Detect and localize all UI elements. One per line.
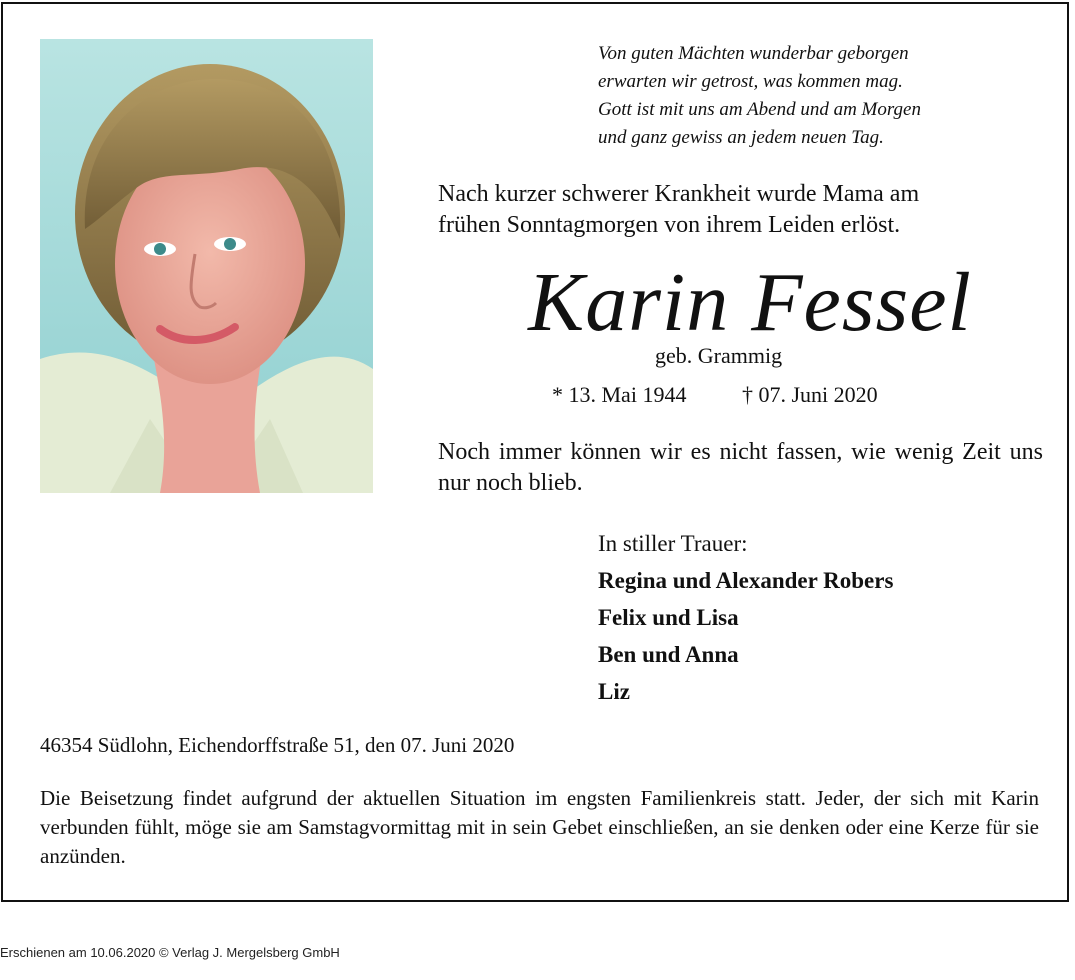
mourner-name: Ben und Anna (598, 642, 739, 667)
mourner-name: Regina und Alexander Robers (598, 568, 894, 593)
portrait-photo (40, 39, 373, 493)
intro-line: Nach kurzer schwerer Krankheit wurde Mama am (438, 181, 920, 207)
mourner-name: Felix und Lisa (598, 605, 739, 630)
deceased-name: Karin Fessel (528, 256, 972, 349)
poem-line: erwarten wir getrost, was kommen mag. (598, 71, 903, 92)
memorial-quote: Noch immer können wir es nicht fassen, wie wenig Zeit uns nur noch blieb. (438, 439, 1043, 496)
death-date: † 07. Juni 2020 (741, 382, 878, 407)
publication-footer: Erschienen am 10.06.2020 © Verlag J. Mergelsberg GmbH (0, 945, 340, 960)
funeral-notice: Die Beisetzung findet aufgrund der aktuellen Situation im engsten Familienkreis statt. Jeder, der sich mit Karin verbunden fühlt, möge sie am Samstagvormittag mit in sein Gebet einschließen, an sie denken oder eine Kerze für sie anzünden. (40, 786, 1039, 868)
address-line: 46354 Südlohn, Eichendorffstraße 51, den 07. Juni 2020 (40, 733, 515, 757)
birth-name: geb. Grammig (655, 343, 783, 368)
life-dates (552, 382, 878, 408)
intro-text (438, 179, 1043, 241)
poem-line: Von guten Mächten wunderbar geborgen (598, 43, 909, 64)
intro-line: frühen Sonntagmorgen von ihrem Leiden erlöst. (438, 212, 901, 238)
poem (598, 40, 921, 152)
mourner-name: Liz (598, 679, 630, 704)
mourning-heading: In stiller Trauer: (598, 531, 748, 556)
birth-date: * 13. Mai 1944 (552, 382, 687, 407)
poem-line: und ganz gewiss an jedem neuen Tag. (598, 127, 884, 148)
poem-line: Gott ist mit uns am Abend und am Morgen (598, 99, 921, 120)
portrait-illustration (40, 39, 373, 493)
mourners-list (598, 525, 893, 710)
